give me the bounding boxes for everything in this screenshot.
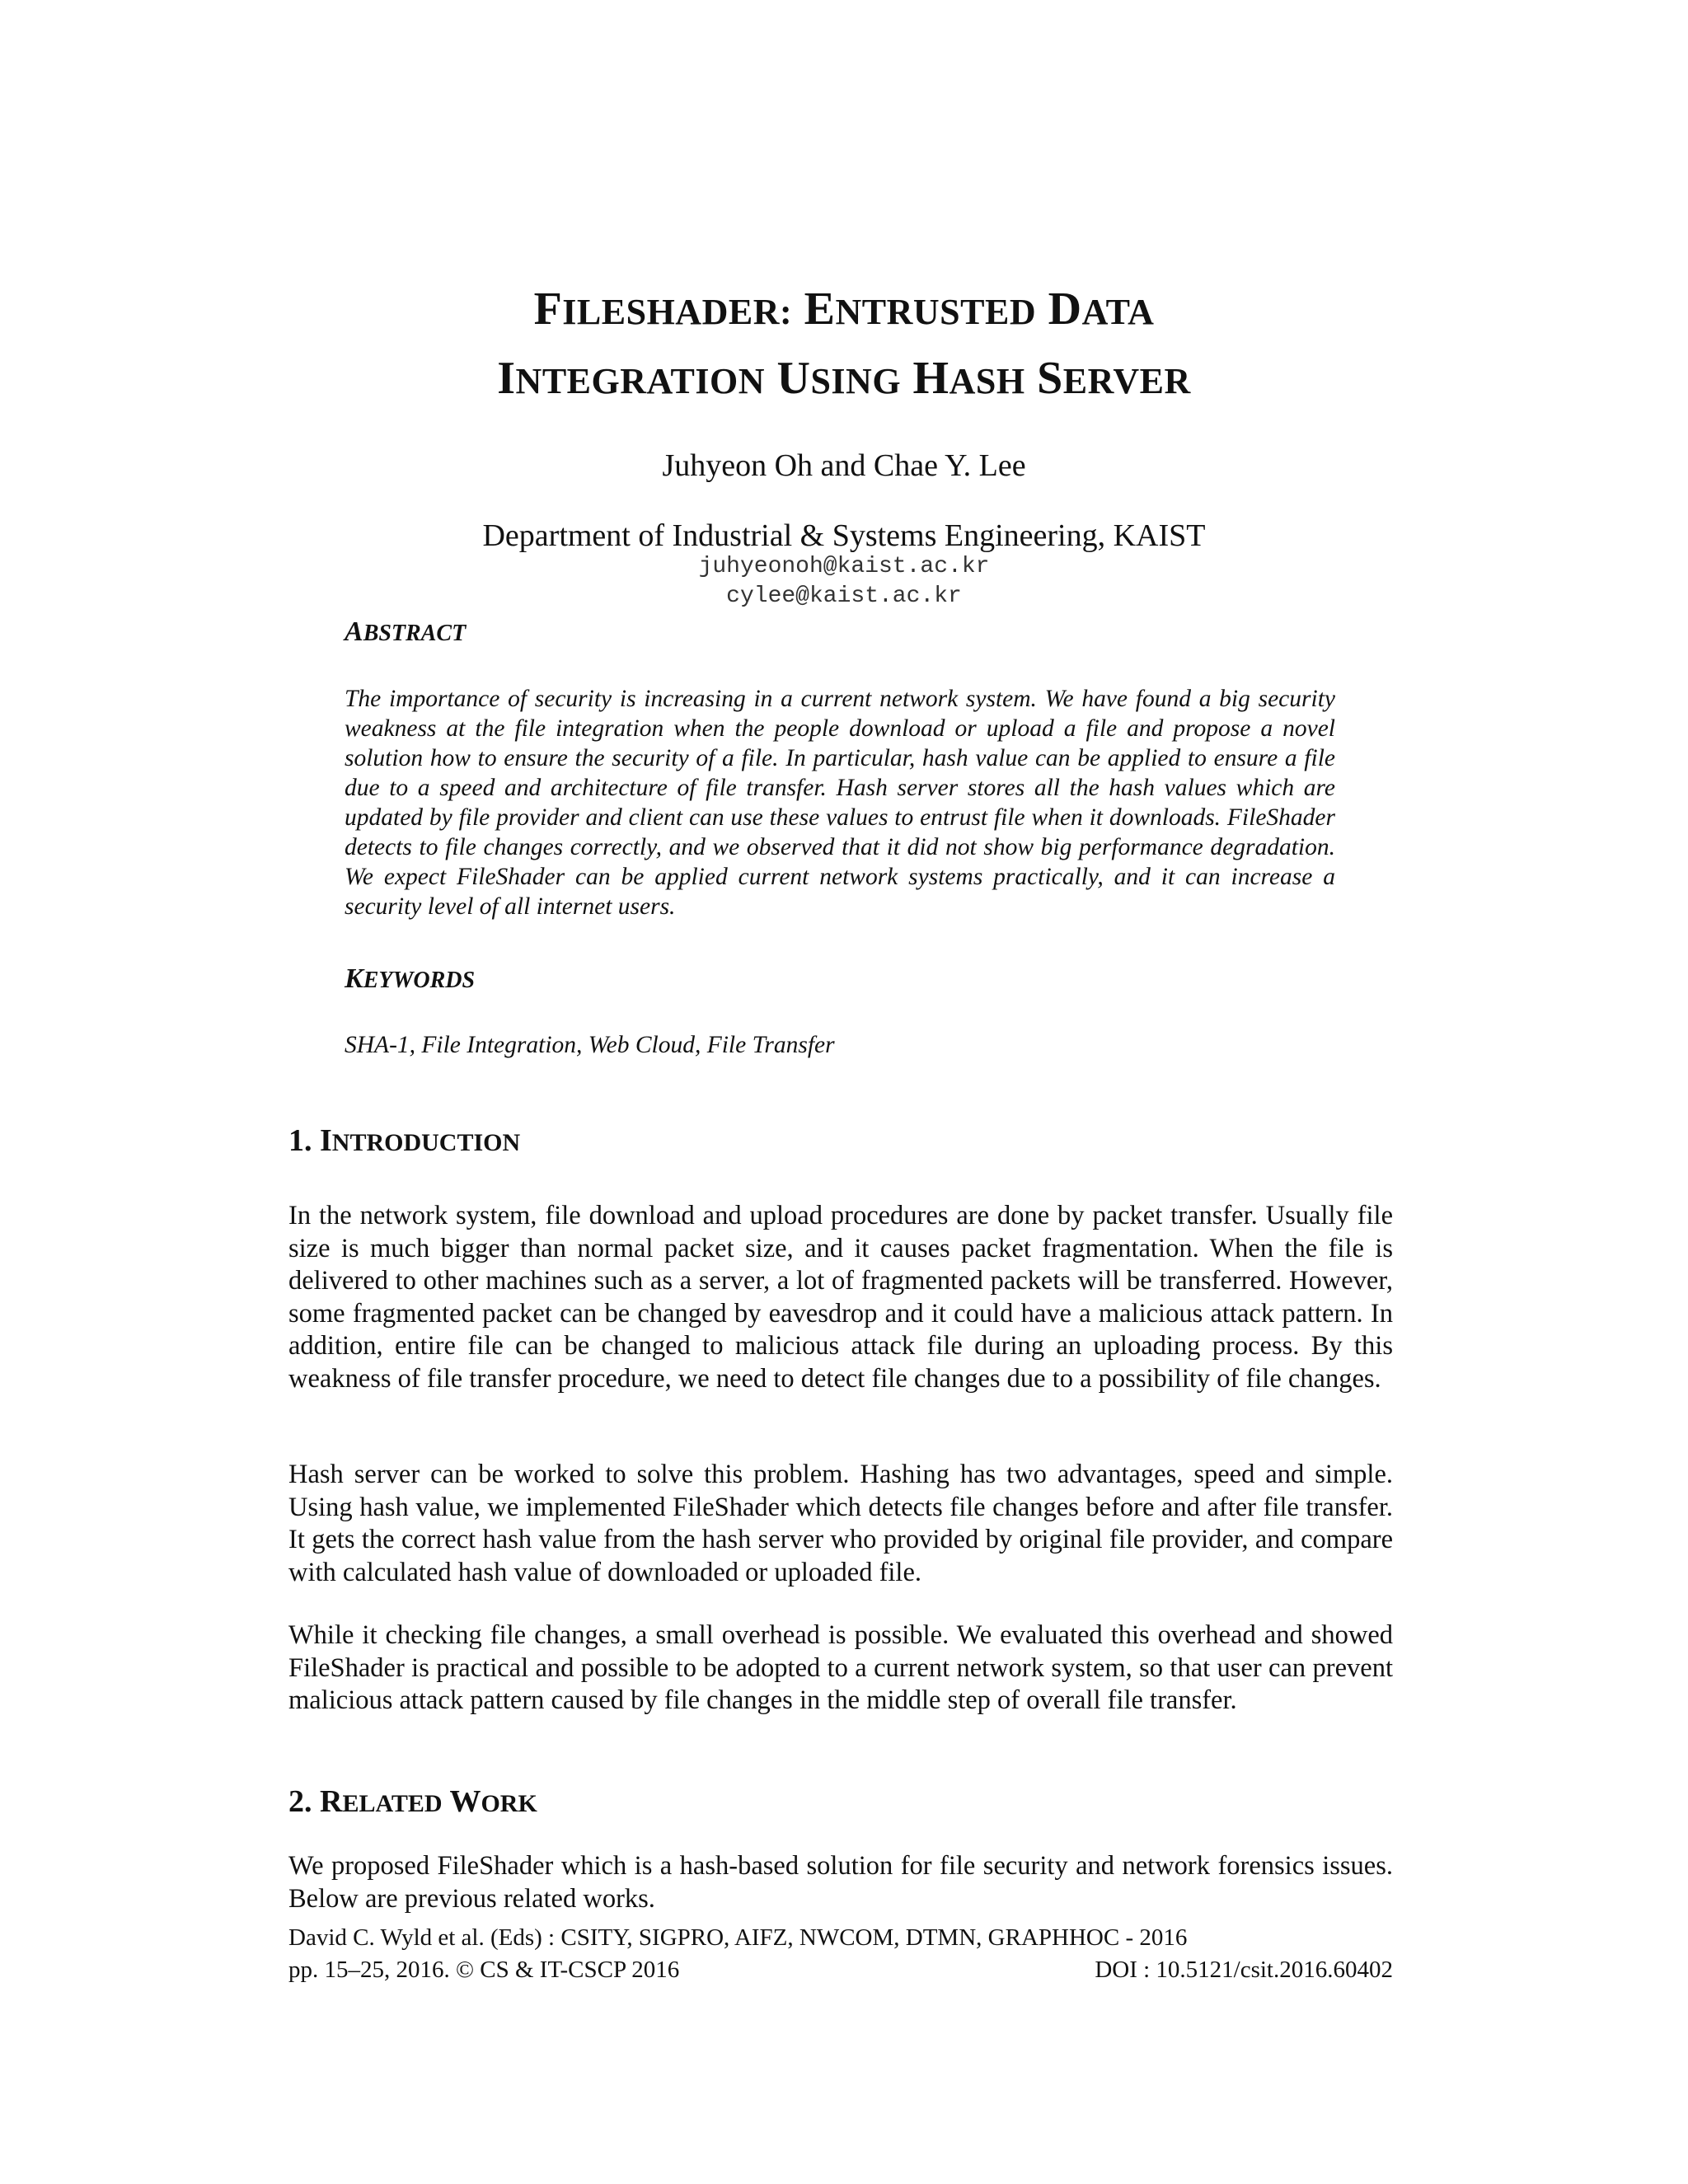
related-paragraph-1: We proposed FileShader which is a hash-based solution for file security and network forensics issues. Below are previous related works. bbox=[288, 1851, 1393, 1914]
footer-proceedings: David C. Wyld et al. (Eds) : CSITY, SIGPRO, AIFZ, NWCOM, DTMN, GRAPHHOC - 2016 bbox=[288, 1924, 1188, 1951]
intro-paragraph-1: In the network system, file download and upload procedures are done by packet transfer. Usually file size is much bigger than normal packet size, and it causes packet fragmentation. When the file is delivered to other machines such as a server, a lot of fragmented packets will be transferred. However, some fragmented packet can be changed by eavesdrop and it could have a malicious attack pattern. In addition, entire file can be changed to malicious attack file during an uploading process. By this weakness of file transfer procedure, we need to detect file changes due to a possibility of file changes. bbox=[288, 1201, 1393, 1394]
title-line-1: FILESHADER: ENTRUSTED DATA bbox=[533, 284, 1155, 335]
affiliation: Department of Industrial & Systems Engineering, KAIST bbox=[482, 518, 1206, 553]
section-heading-related-work: 2. RELATED WORK bbox=[288, 1784, 537, 1819]
keywords-heading: KEYWORDS bbox=[345, 963, 476, 994]
title-line-2: INTEGRATION USING HASH SERVER bbox=[497, 353, 1191, 404]
footer-doi: DOI : 10.5121/csit.2016.60402 bbox=[1095, 1957, 1393, 1983]
section-heading-introduction: 1. INTRODUCTION bbox=[288, 1123, 521, 1158]
author-email-2: cylee@kaist.ac.kr bbox=[726, 583, 962, 609]
intro-paragraph-3: While it checking file changes, a small overhead is possible. We evaluated this overhead and showed FileShader is practical and possible to be adopted to a current network system, so that user can prevent malicious attack pattern caused by file changes in the middle step of overall file transfer. bbox=[288, 1620, 1393, 1715]
authors: Juhyeon Oh and Chae Y. Lee bbox=[662, 448, 1026, 483]
abstract-text: The importance of security is increasing in a current network system. We have found a big security weakness at the file integration when the people download or upload a file and propose a novel solution how to ensure the security of a file. In particular, hash value can be applied to ensure a file due to a speed and architecture of file transfer. Hash server stores all the hash values which are updated by file provider and client can use these values to entrust file when it downloads. FileShader detects to file changes correctly, and we observed that it did not show big performance degradation. We expect FileShader can be applied current network systems practically, and it can increase a security level of all internet users. bbox=[345, 686, 1335, 920]
footer-pages-doi bbox=[288, 1955, 1393, 1985]
footer-pages: pp. 15–25, 2016. © CS & IT-CSCP 2016 bbox=[288, 1957, 680, 1983]
intro-paragraph-2: Hash server can be worked to solve this problem. Hashing has two advantages, speed and simple. Using hash value, we implemented FileShader which detects file changes before and after file transfer. It gets the correct hash value from the hash server who provided by original file provider, and compare with calculated hash value of downloaded or uploaded file. bbox=[288, 1460, 1393, 1587]
keywords-text: SHA-1, File Integration, Web Cloud, File Transfer bbox=[345, 1032, 835, 1058]
author-email-1: juhyeonoh@kaist.ac.kr bbox=[698, 554, 990, 579]
paper-title bbox=[0, 276, 1688, 415]
abstract-heading: ABSTRACT bbox=[345, 616, 467, 647]
